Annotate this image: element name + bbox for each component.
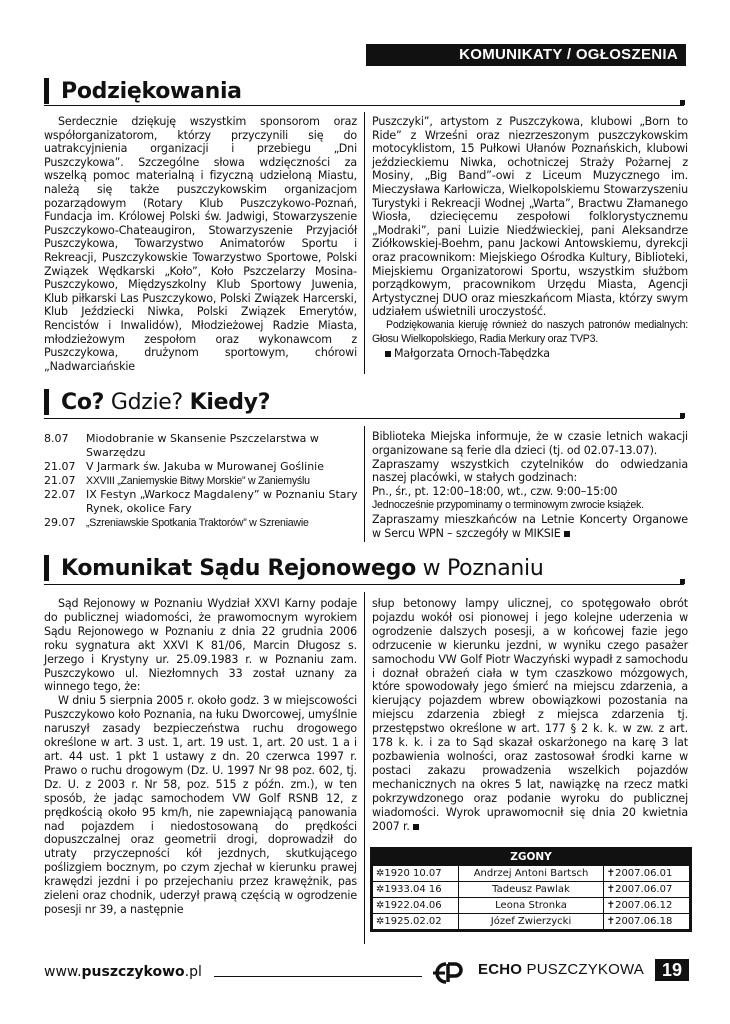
echo-logo-icon — [428, 960, 468, 986]
death-date: ✝2007.06.07 — [603, 882, 689, 898]
birth-date: ✲1922.04.06 — [373, 898, 459, 914]
square-bullet-icon — [564, 531, 570, 537]
birth-date: ✲1933.04 16 — [373, 882, 459, 898]
birth-date: ✲1920 10.07 — [373, 866, 459, 882]
page-number: 19 — [655, 959, 689, 981]
magazine-name: ECHO PUSZCZYKOWA — [478, 961, 644, 978]
patrons-note: Podziękowania kieruję również do naszych patronów medialnych: Głosu Wielkopolskiego, Radia Merkury oraz TVP3. — [372, 318, 688, 345]
thanks-right-column — [372, 115, 688, 361]
court-paragraph: W dniu 5 sierpnia 2005 r. około godz. 3 w miejscowości Puszczykowo koło Poznania, na łuku Dworcowej, umyślnie naruszył zasady bezpieczeństwa ruchu drogowego określone w art. 3 ust. 1, art. 19 ust. 1, art. 20 ust. 1 a i art. 44 ust. 1 pkt 1 ustawy z dn. 20 czerwca 1997 r. Prawo o ruchu drogowym (Dz. U. 1997 Nr 98 poz. 602, tj. Dz. U. z 2003 r. Nr 58, poz. 515 z późn. zm.), w ten sposób, że jadąc samochodem VW Golf RSNB 12, z prędkością około 95 km/h, nie zapewniającą panowania nad pojazdem i niedostosowaną do prędkości dopuszczalnej oraz geometrii drogi, doprowadził do utraty przyczepności kół jezdnych, skutkującego poślizgiem bocznym, po czym zjechał w kierunku prawej krawędzi jezdni i po przejechaniu przez krawężnik, pas zieleni oraz chodnik, uderzył prawą częścią w ogrodzenie posesji nr 39, a następnie — [44, 694, 357, 916]
library-hours: Pn., śr., pt. 12:00–18:00, wt., czw. 9:00–15:00 — [372, 485, 618, 499]
article-heading-events — [44, 385, 270, 419]
star-icon: ✲ — [376, 884, 385, 895]
list-item — [44, 460, 359, 474]
rule-end-square — [680, 413, 685, 418]
table-row — [373, 866, 690, 882]
thanks-paragraph-continued: Puszczyki”, artystom z Puszczykowa, klubowi „Born to Ride” z Wrześni oraz niezrzeszonym puszczykowskim motocyklistom, 15 Pułkowi Ułanów Poznańskich, klubowi jeździeckiemu Niwka, ochotniczej Straży Pożarnej z Mosiny, „Big Band”-owi z Liceum Muzycznego im. Mieczysława Karłowicza, Wielkopolskiemu Stowarzyszeniu Turystyki i Rekreacji Wodnej „Warta”, Bractwu Złamanego Wiosła, dziecięcemu zespołowi folklorystycznemu „Modraki”, pani Luizie Niedźwieckiej, pani Aleksandrze Ziółkowskiej-Boehm, panu Jackowi Antowskiemu, dyrekcji oraz pracownikom: Miejskiego Ośrodka Kultury, Biblioteki, Miejskiemu Organizatorowi Sportu, wszystkim służbom porządkowym, pracownikom Urzędu Miasta, Agencji Artystycznej DUO oraz mieszkańcom Miasta, którzy swym udziałem uświetnili uroczystość. — [372, 115, 688, 319]
column-divider — [364, 112, 365, 374]
event-text: „Szreniawskie Spotkania Traktorów” w Szreniawie — [86, 517, 309, 529]
table-row — [373, 898, 690, 914]
event-text: Miodobranie w Skansenie Pszczelarstwa w Swarzędzu — [86, 432, 319, 459]
table-row — [373, 882, 690, 898]
heading-rule — [44, 105, 684, 106]
event-text: XXVIII „Zaniemyskie Bitwy Morskie” w Zaniemyślu — [86, 475, 310, 487]
list-item — [44, 474, 359, 488]
events-list — [44, 432, 359, 530]
column-divider — [364, 592, 365, 944]
person-name: Józef Zwierzycki — [459, 914, 603, 930]
square-bullet-icon — [413, 824, 419, 830]
list-item — [44, 488, 359, 516]
person-name: Leona Stronka — [459, 898, 603, 914]
court-paragraph: Sąd Rejonowy w Poznaniu Wydział XXVI Karny podaje do publicznej wiadomości, że prawomocnym wyrokiem Sądu Rejonowego w Poznaniu z dnia 22 grudnia 2006 roku sygnatura akt XXVI K 81/06, Marcin Długosz s. Jerzego i Krystyny ur. 25.09.1983 r. w Poznaniu zam. Puszczykowo ul. Niezłomnych 33 został uznany za winnego tego, że: — [44, 597, 357, 694]
signature — [372, 347, 688, 361]
heading-marker — [44, 555, 49, 581]
birth-date: ✲1925.02.02 — [373, 914, 459, 930]
square-bullet-icon — [385, 351, 391, 357]
cross-icon: ✝ — [606, 900, 616, 911]
court-paragraph-continued: słup betonowy lampy ulicznej, co spotęgowało obrót pojazdu wokół osi pionowej i jego kolejne uderzenia w ogrodzenie dalszych posesji, a w końcowej fazie jego odrzucenie w kierunku jezdni, w wyniku czego pasażer samochodu VW Golf Piotr Waczyński wypadł z samochodu i doznał obrażeń ciała w tym czaszkowo mózgowych, które spowodowały jego śmierć na miejscu zdarzenia, a kierujący pojazdem wbrew obowiązkowi pozostania na miejscu zdarzenia zbiegł z miejsca zdarzenia tj. przestępstwo określone w art. 177 § 2 k. k. w zw. z art. 178 k. k. i za to Sąd skazał oskarżonego na karę 3 lat pozbawienia wolności, oraz zastosował środki karne w postaci zakazu prowadzenia wszelkich pojazdów mechanicznych na okres 5 lat, nawiązkę na rzecz matki pokrzywdzonego oraz podanie wyroku do publicznej wiadomości. Wyrok uprawomocnił się dnia 20 kwietnia 2007 r. — [372, 597, 688, 833]
deaths-table — [370, 847, 692, 932]
event-text: IX Festyn „Warkocz Magdaleny” w Poznaniu Stary Rynek, okolice Fary — [86, 488, 358, 515]
death-date: ✝2007.06.18 — [603, 914, 689, 930]
table-row — [373, 914, 690, 930]
death-date: ✝2007.06.01 — [603, 866, 689, 882]
library-concerts: Zapraszamy mieszkańców na Letnie Koncerty Organowe w Sercu WPN – szczegóły w MIKSIE — [372, 512, 688, 540]
library-paragraph: Zapraszamy wszystkich czytelników do odwiedzania naszej placówki, w stałych godzinach: — [372, 457, 688, 485]
event-date: 29.07 — [44, 516, 76, 529]
column-divider — [364, 426, 365, 542]
thanks-paragraph: Serdecznie dziękuję wszystkim sponsorom oraz współorganizatorom, którzy przyczynili się do uatrakcyjnienia organizacji i przebiegu „Dni Puszczykowa”. Szczególne słowa wdzięczności za wszelką pomoc materialną i fizyczną udzieloną Miastu, należą się także puszczykowskim organizacjom pozarządowym (Rotary Klub Puszczykowo-Poznań, Fundacja im. Królowej Polski św. Jadwigi, Stowarzyszenie Puszczykowo-Chateaugiron, Stowarzyszenie Przyjaciół Puszczykowa, Towarzystwo Animatorów Sportu i Rekreacji, Puszczykowskie Towarzystwo Sportowe, Polski Związek Wędkarski „Koło”, Koło Pszczelarzy Mosina-Puszczykowo, Międzyszkolny Klub Sportowy Juwenia, Klub piłkarski Las Puszczykowo, Polski Związek Harcerski, Klub Jeździecki Niwka, Polski Związek Emerytów, Rencistów i Inwalidów), Młodzieżowej Radzie Miasta, młodzieżowym zespołom oraz wykonawcom z Puszczykowa, drużynom sportowym, chórowi „Nadwarciańskie — [44, 115, 357, 373]
library-paragraph: Biblioteka Miejska informuje, że w czasie letnich wakacji organizowane są ferie dla dzieci (tj. od 02.07-13.07). — [372, 430, 688, 457]
event-date: 21.07 — [44, 460, 76, 473]
article-title: Podziękowania — [61, 78, 242, 104]
footer-website-link[interactable]: www.puszczykowo.pl — [44, 964, 202, 980]
cross-icon: ✝ — [606, 868, 616, 879]
article-heading-court — [44, 551, 543, 585]
heading-marker — [44, 389, 49, 415]
person-name: Tadeusz Pawlak — [459, 882, 603, 898]
heading-rule — [44, 418, 684, 419]
section-label: KOMUNIKATY / OGŁOSZENIA — [459, 46, 678, 63]
thanks-left-column — [44, 115, 357, 373]
event-text: V Jarmark św. Jakuba w Murowanej Goślinie — [86, 460, 324, 473]
section-header-bar — [366, 44, 686, 66]
event-date: 21.07 — [44, 474, 76, 487]
heading-marker — [44, 78, 49, 104]
cross-icon: ✝ — [606, 916, 616, 927]
star-icon: ✲ — [376, 916, 385, 927]
court-left-column — [44, 597, 357, 917]
court-right-column — [372, 597, 688, 833]
rule-end-square — [680, 100, 685, 105]
deaths-title: ZGONY — [372, 849, 690, 865]
rule-end-square — [680, 579, 685, 584]
cross-icon: ✝ — [606, 884, 616, 895]
library-info — [372, 430, 688, 540]
footer-rule — [214, 976, 422, 977]
person-name: Andrzej Antoni Bartsch — [459, 866, 603, 882]
article-heading-thanks — [44, 74, 242, 108]
article-title: Komunikat Sądu Rejonowego w Poznaniu — [61, 555, 544, 581]
article-title: Co? Gdzie? Kiedy? — [61, 389, 271, 415]
star-icon: ✲ — [376, 900, 385, 911]
death-date: ✝2007.06.12 — [603, 898, 689, 914]
library-note: Jednocześnie przypominamy o terminowym zwrocie książek. — [372, 498, 644, 511]
event-date: 8.07 — [44, 432, 69, 445]
event-date: 22.07 — [44, 488, 76, 501]
star-icon: ✲ — [376, 868, 385, 879]
list-item — [44, 432, 359, 460]
heading-rule — [44, 584, 684, 585]
list-item — [44, 516, 359, 530]
signature-name: Małgorzata Ornoch-Tabędzka — [394, 347, 550, 361]
